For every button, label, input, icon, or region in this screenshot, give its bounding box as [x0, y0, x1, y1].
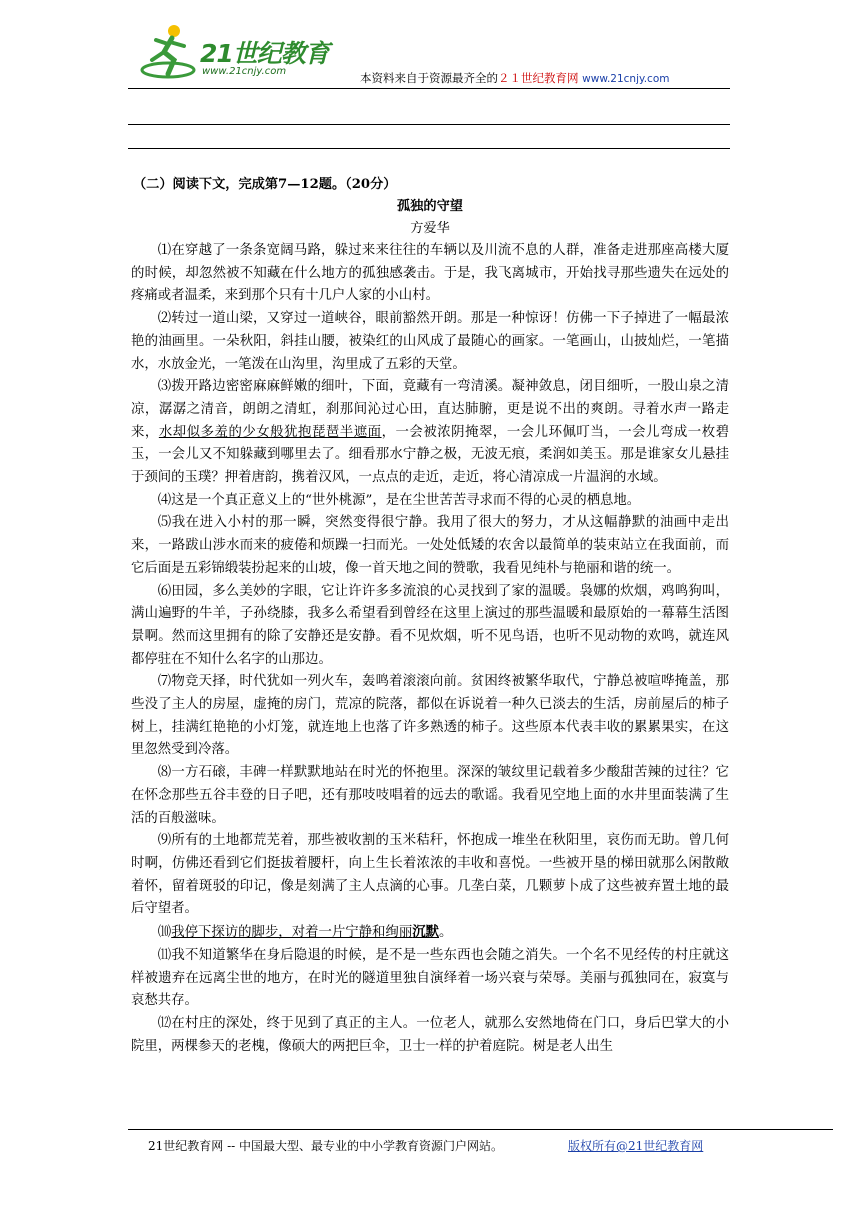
logo-brand-text: 21世纪教育 — [200, 39, 329, 68]
runner-logo-icon — [138, 22, 202, 82]
paragraph-8: ⑻一方石磙，丰碑一样默默地站在时光的怀抱里。深深的皱纹里记载着多少酸甜苦辣的过往？它在怀念那些五谷丰登的日子吧，还有那吱吱唱着的远去的歌谣。我看见空地上面的水井里面装满了生活的百般滋味。 — [131, 765, 729, 826]
paragraph-5: ⑸我在进入小村的那一瞬，突然变得很宁静。我用了很大的努力，才从这幅静默的油画中走出来，一路跋山涉水而来的疲倦和烦躁一扫而光。一处处低矮的农舍以最简单的装束站立在我面前，而它后面是五彩锦缎装扮起来的山坡，像一首天地之间的赞歌，我看见纯朴与艳丽和谐的统一。 — [131, 515, 729, 576]
header-site-name[interactable]: ２１世纪教育网 — [498, 71, 579, 85]
site-logo[interactable] — [138, 22, 338, 84]
paragraph-4: ⑷这是一个真正意义上的“世外桃源”，是在尘世苦苦寻求而不得的心灵的栖息地。 — [157, 492, 641, 508]
underlined-sentence-p3: 水却似多羞的少女般犹抱琵琶半遮面 — [158, 424, 382, 440]
reading-section — [131, 174, 729, 1058]
paragraph-10-underlined: 我停下探访的脚步，对着一片宁静和绚丽 — [171, 925, 413, 941]
paragraph-10-number: ⑽ — [157, 925, 172, 941]
header-site-url[interactable]: www.21cnjy.com — [582, 73, 670, 85]
section-heading: （二）阅读下文，完成第7—12题。（20分） — [133, 177, 397, 192]
footer-divider — [128, 1129, 833, 1130]
header-prefix: 本资料来自于资源最齐全的 — [360, 71, 498, 85]
header-source-note — [360, 70, 669, 86]
paragraph-10-period: 。 — [439, 925, 453, 941]
paragraph-12: ⑿在村庄的深处，终于见到了真正的主人。一位老人，就那么安然地倚在门口，身后巴掌大的小院里，两棵参天的老槐，像硕大的两把巨伞，卫士一样的护着庭院。树是老人出生 — [131, 1015, 729, 1054]
answer-line-1 — [128, 124, 730, 125]
underlined-sentence-p10 — [171, 925, 439, 940]
paragraph-10 — [131, 921, 729, 945]
footer-text: 21世纪教育网 -- 中国最大型、最专业的中小学教育资源门户网站。 — [148, 1139, 504, 1153]
logo-url-text: www.21cnjy.com — [202, 66, 287, 77]
article-author: 方爱华 — [410, 221, 450, 236]
paragraph-3-end: ，一会被浓阴掩翠，一会儿环佩叮当，一会儿弯成一枚碧玉，一会儿又不知躲藏到哪里去了。细看那水宁静之极，无波无痕，柔润如美玉。那是谁家女儿悬挂于颈间的玉璞？押着唐韵，携着汉风，一点点的走近，走近，将心清凉成一片温润的水域。 — [131, 424, 730, 486]
copyright-link[interactable]: 版权所有@21世纪教育网 — [568, 1139, 704, 1153]
paragraph-6: ⑹田园，多么美妙的字眼，它让许许多多流浪的心灵找到了家的温暖。袅娜的炊烟，鸡鸣狗叫，满山遍野的牛羊，子孙绕膝，我多么希望看到曾经在这里上演过的那些温暖和最原始的一幕幕生活图景啊。然而这里拥有的除了安静还是安静。看不见炊烟，听不见鸟语，也听不见动物的欢鸣，就连风都停驻在不知什么名字的山那边。 — [131, 583, 729, 667]
header-divider — [128, 88, 730, 89]
paragraph-3 — [131, 376, 729, 490]
paragraph-3-start: ⑶拨开路边密密麻麻鲜嫩的细叶，下面，竟藏有一弯清溪。凝神敛息，闭目细听，一股山泉之清凉，潺潺之清音，朗朗之清虹，刹那间沁过心田，直达肺腑，更是说不出的爽朗。寻着水声一路走来， — [131, 379, 729, 440]
paragraph-11: ⑾我不知道繁华在身后隐退的时候，是不是一些东西也会随之消失。一个名不见经传的村庄就这样被遗弃在远离尘世的地方，在时光的隧道里独自演绎着一场兴衰与荣辱。美丽与孤独同在，寂寞与哀愁共存。 — [131, 947, 729, 1009]
article-title: 孤独的守望 — [397, 199, 463, 214]
paragraph-1: ⑴在穿越了一条条宽阔马路，躲过来来往往的车辆以及川流不息的人群，准备走进那座高楼大厦的时候，却忽然被不知藏在什么地方的孤独感袭击。于是，我飞离城市，开始找寻那些遗失在远处的疼痛或者温柔，来到那个只有十几户人家的小山村。 — [131, 243, 729, 304]
bold-word-silence: 沉默 — [412, 924, 439, 941]
answer-line-2 — [128, 148, 730, 149]
paragraph-9: ⑼所有的土地都荒芜着，那些被收割的玉米秸秆，怀抱成一堆坐在秋阳里，哀伤而无助。曾几何时啊，仿佛还看到它们挺拔着腰杆，向上生长着浓浓的丰收和喜悦。一些被开垦的梯田就那么闲散敞着怀，留着斑驳的印记，像是刻满了主人点滴的心事。几垄白菜，几颗萝卜成了这些被弃置土地的最后守望者。 — [131, 833, 729, 917]
paragraph-7: ⑺物竞天择，时代犹如一列火车，轰鸣着滚滚向前。贫困终被繁华取代，宁静总被喧哗掩盖，那些没了主人的房屋，虚掩的房门，荒凉的院落，都似在诉说着一种久已淡去的生活，房前屋后的柿子树上，挂满红艳艳的小灯笼，就连地上也落了许多熟透的柿子。这些原本代表丰收的累累果实，在这里忽然受到冷落。 — [131, 674, 729, 758]
paragraph-2: ⑵转过一道山梁，又穿过一道峡谷，眼前豁然开朗。那是一种惊讶！仿佛一下子掉进了一幅最浓艳的油画里。一朵秋阳，斜挂山腰，被染红的山风成了最随心的画家。一笔画山，山披灿烂，一笔描水，水放金光，一笔泼在山沟里，沟里成了五彩的天堂。 — [131, 311, 729, 372]
page-header — [128, 20, 730, 88]
